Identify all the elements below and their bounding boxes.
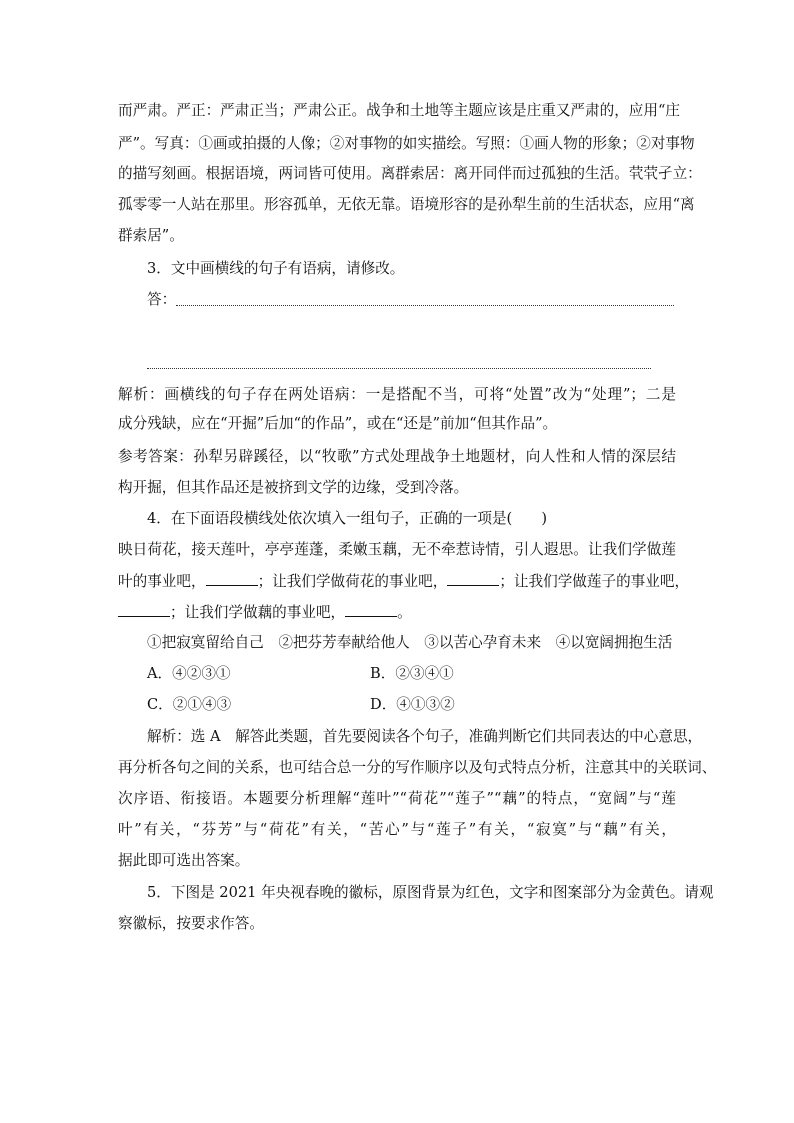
analysis-line: 成分残缺，应在“开掘”后加“的作品”，或在“还是”前加“但其作品”。 [118,415,558,432]
reference-answer-line: 构开掘，但其作品还是被挤到文学的边缘，受到冷落。 [118,479,469,496]
fill-blank-1[interactable] [206,571,258,586]
passage-line: 映日荷花，接天莲叶，亭亭莲蓬，柔嫩玉藕，无不牵惹诗情，引人遐思。让我们学做莲 [118,541,676,558]
passage-text: 。 [397,604,412,621]
answer-line-1[interactable] [176,305,674,306]
analysis-line: 解析：画横线的句子存在两处语病：一是搭配不当，可将“处置”改为“处理”；二是 [118,386,676,403]
passage-line-with-blanks [118,602,412,623]
analysis-line: 次序语、衔接语。本题要分析理解“莲叶”“荷花”“莲子”“藕”的特点，“宽阔”与“莲 [118,790,676,807]
analysis-line: 据此即可选出答案。 [118,852,250,869]
paragraph-line: 严”。写真：①画或拍摄的人像；②对事物的如实描绘。写照：①画人物的形象；②对事物 [118,135,695,152]
passage-text: 叶的事业吧， [118,573,206,590]
question-4-text: 4．在下面语段横线处依次填入一组句子，正确的一项是( ) [147,510,548,527]
question-5-text: 5．下图是 2021 年央视春晚的徽标，原图背景为红色，文字和图案部分为金黄色。请观 [147,884,714,901]
answer-label: 答： [147,291,177,308]
paragraph-line: 孤零零一人站在那里。形容孤单，无依无靠。语境形容的是孙犁生前的生活状态，应用“离 [118,196,695,213]
option-c[interactable]: C．②①④③ [147,696,232,713]
question-5-text: 察徽标，按要求作答。 [118,915,264,932]
paragraph-line: 的描写刻画。根据语境，两词皆可使用。离群索居：离开同伴而过孤独的生活。茕茕孑立： [118,165,702,182]
analysis-line: 解析：选 A 解答此类题，首先要阅读各个句子，准确判断它们共同表达的中心意思， [147,728,703,745]
passage-line-with-blanks [118,571,690,592]
paragraph-line: 群索居”。 [118,227,184,244]
option-d[interactable]: D．④①③② [370,696,455,713]
analysis-line: 叶”有关，“芬芳”与“荷花”有关，“苦心”与“莲子”有关，“寂寞”与“藕”有关， [118,821,676,838]
analysis-line: 再分析各句之间的关系，也可结合总一分的写作顺序以及句式特点分析，注意其中的关联词、 [118,759,717,776]
choice-sentences: ①把寂寞留给自己 ②把芬芳奉献给他人 ③以苦心孕育未来 ④以宽阔拥抱生活 [147,634,673,651]
passage-text: ；让我们学做藕的事业吧， [170,604,346,621]
option-a[interactable]: A．④②③① [147,665,231,682]
fill-blank-2[interactable] [447,571,499,586]
question-3-text: 3．文中画横线的句子有语病，请修改。 [147,260,405,277]
passage-text: ；让我们学做莲子的事业吧， [499,573,690,590]
reference-answer-line: 参考答案：孙犁另辟蹊径，以“牧歌”方式处理战争土地题材，向人性和人情的深层结 [118,448,676,465]
answer-line-2[interactable] [147,368,651,369]
fill-blank-3[interactable] [118,602,170,617]
paragraph-line: 而严肃。严正：严肃正当；严肃公正。战争和土地等主题应该是庄重又严肃的，应用“庄 [118,102,681,119]
fill-blank-4[interactable] [345,602,397,617]
passage-text: ；让我们学做荷花的事业吧， [257,573,448,590]
option-b[interactable]: B．②③④① [370,665,454,682]
